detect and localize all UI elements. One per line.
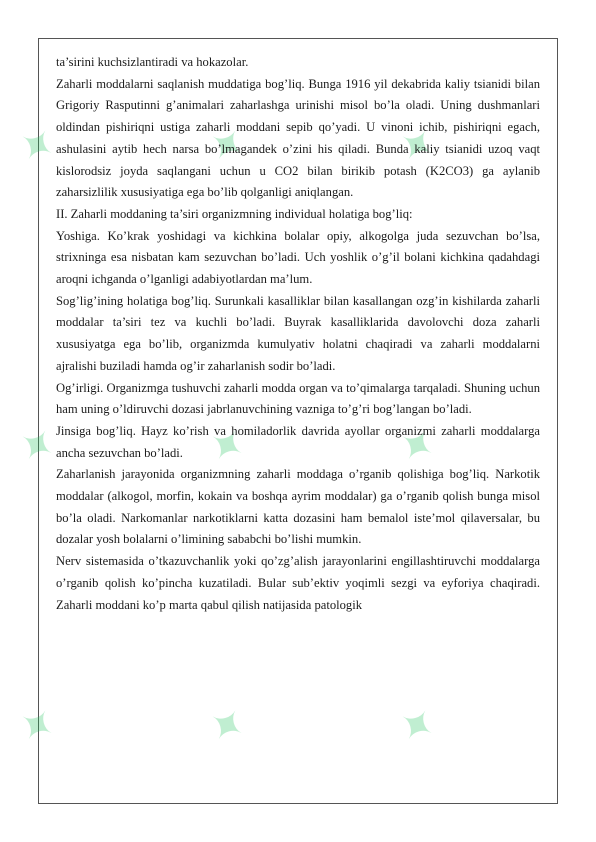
watermark-logo: ✦ xyxy=(7,116,70,175)
paragraph: Nerv sistemasida o’tkazuvchanlik yoki qo’zg’alish jarayonlarini engillashtiruvchi moddalarga o’rganib qolish ko’pincha kuzatiladi. Bular sub’ektiv yoqimli sezgi va eyforiya chaqiradi. Zaharli moddani ko’p marta qabul qilish natijasida patologik xyxy=(56,554,540,612)
paragraph: ta’sirini kuchsizlantiradi va hokazolar. xyxy=(56,55,249,69)
paragraph: Jinsiga bog’liq. Hayz ko’rish va homiladorlik davrida ayollar organizmi zaharli moddalarga ancha sezuvchan bo’ladi. xyxy=(56,423,540,460)
paragraph: Sog’lig’ining holatiga bog’liq. Surunkali kasalliklar bilan kasallangan ozg’in kishilarda zaharli moddalar ta’siri tez va kuchli bo’ladi. Buyrak kasalliklarida davolovchi doza zaharli xususiyatga ega bo’lib, organizmda kumulyativ holatni chaqiradi va zaharli moddalarni ajralishi buziladi hamda og’ir zaharlanish sodir bo’ladi. xyxy=(56,293,540,373)
watermark-logo: ✦ xyxy=(7,416,70,475)
watermark-logo: ✦ xyxy=(197,416,260,475)
paragraph: Zaharlanish jarayonida organizmning zaharli moddaga o’rganib qolishiga bog’liq. Narkotik moddalar (alkogol, morfin, kokain va boshqa ayrim moddalar) ga o’rganib qolish bunga misol bo’la oladi. Narkomanlar narkotiklarni katta dozasini ham bemalol iste’mol qilaversalar, bu dozalar yosh bolalarni o’limining sababchi bo’lishi mumkin. xyxy=(56,467,540,547)
watermark-logo: ✦ xyxy=(387,416,450,475)
paragraph: Og’irligi. Organizmga tushuvchi zaharli modda organ va to’qimalarga tarqaladi. Shuning uchun ham uning o’ldiruvchi dozasi jabrlanuvchining vazniga to’g’ri bog’langan bo’ladi. xyxy=(56,380,540,417)
paragraph: Yoshiga. Ko’krak yoshidagi va kichkina bolalar opiy, alkogolga juda sezuvchan bo’lsa, strixninga esa nisbatan kam sezuvchan bo’ladi. Uch yoshlik o’g’il bolani kichkina qadahdagi aroqni ichganda o’lganligi adabiyotlardan ma’lum. xyxy=(56,228,540,287)
section-heading: II. Zaharli moddaning ta’siri organizmning individual holatiga bog’liq: xyxy=(56,206,413,221)
watermark-logo: ✦ xyxy=(7,696,70,755)
document-body xyxy=(56,52,540,616)
watermark-logo: ✦ xyxy=(387,696,450,755)
watermark-logo: ✦ xyxy=(387,116,450,175)
watermark-logo: ✦ xyxy=(197,696,260,755)
paragraph: Zaharli moddalarni saqlanish muddatiga bog’liq. Bunga 1916 yil dekabrida kaliy tsianidi bilan Grigoriy Rasputinni g’animalari zaharlashga urinishi misol bo’la oladi. Uning dushmanlari oldindan pishiriqni ustiga zaharli moddani sepib qo’yadi. U vinoni ichib, pishiriqni egach, ashulasini aytib hech narsa bo’lmagandek o’zini his qiladi. Bunda kaliy tsianidi uzoq vaqt kislorodsiz joyda saqlangani uchun u CO2 bilan birikib potash (K2CO3) ga aylanib zaharsizlilik xususiyatiga ega bo’lib qolganligi aniqlangan. xyxy=(56,76,540,200)
watermark-logo: ✦ xyxy=(197,116,260,175)
